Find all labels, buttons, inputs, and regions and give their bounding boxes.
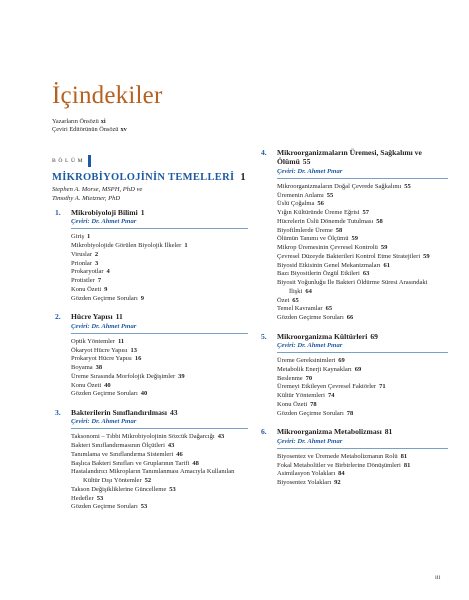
section-title: Biyosid Etkisinin Genel Mekanizmaları [277, 261, 381, 269]
section-page: 7 [97, 277, 102, 285]
front-matter [52, 118, 127, 135]
chapter-entry [258, 332, 448, 419]
section-title: Üreme Gereksinimleri [277, 357, 336, 365]
front-matter-item[interactable]: Yazarların Önsözü xi [52, 118, 106, 125]
section-page: 81 [400, 452, 408, 460]
front-matter-item[interactable]: Çeviri Editörünün Önsözü xv [52, 126, 127, 134]
section-entry[interactable] [71, 355, 248, 364]
section-entry[interactable] [71, 503, 248, 512]
section-page: 71 [379, 383, 386, 391]
section-title: Optik Yöntemler [71, 337, 115, 345]
section-page: 39 [178, 372, 185, 380]
section-entry[interactable] [277, 192, 448, 201]
section-entry[interactable] [71, 277, 248, 286]
section-page: 55 [404, 182, 411, 190]
section-entry[interactable] [277, 470, 448, 479]
chapter-entry [52, 208, 248, 303]
chapter-title[interactable] [277, 148, 448, 167]
section-page: 66 [346, 314, 354, 322]
chapter-title-text: Hücre Yapısı [71, 312, 113, 322]
section-title: Üremeyi Etkileyen Çevresel Faktörler [277, 383, 377, 391]
section-entry[interactable] [71, 451, 248, 460]
section-title: Kültür Yöntemleri [277, 392, 325, 400]
page-number: iii [435, 574, 441, 581]
toc-column-right [258, 148, 448, 497]
section-title: Gözden Geçirme Soruları [71, 294, 138, 302]
part-authors: Stephen A. Morse, MSPH, PhD ve Timothy A. Mietzner, PhD [52, 186, 143, 202]
part-divider [88, 155, 91, 167]
chapter-number: 3. [55, 408, 61, 418]
section-entry[interactable] [71, 286, 248, 295]
chapter-number: 4. [261, 148, 267, 157]
section-title: Takson Değişikliklerine Güncelleme [71, 485, 167, 493]
section-entry[interactable] [277, 366, 448, 375]
chapter-number: 5. [261, 331, 267, 341]
chapter-translator: Çeviri: Dr. Ahmet Pınar [277, 167, 448, 179]
section-entry[interactable] [277, 183, 448, 192]
section-title: Biyofilmlerde Üreme [277, 226, 333, 234]
section-title: Mikroorganizmaların Doğal Çevrede Sağkalımı [277, 182, 402, 190]
section-page: 65 [325, 305, 333, 313]
section-title: Gözden Geçirme Soruları [277, 314, 344, 322]
chapter-page: 1 [140, 208, 145, 217]
section-page: 16 [134, 355, 142, 363]
part-label: BÖLÜM [52, 158, 86, 165]
section-entry[interactable] [71, 347, 248, 356]
chapter-number: 6. [261, 427, 267, 437]
chapter-translator: Çeviri: Dr. Ahmet Pınar [71, 417, 248, 429]
section-page: 59 [380, 244, 388, 252]
section-page: 65 [292, 296, 299, 304]
section-title: Üreme Sırasında Morfolojik Değişimler [71, 372, 176, 380]
chapter-page: 43 [169, 408, 178, 418]
chapter-translator: Çeviri: Dr. Ahmet Pınar [71, 322, 248, 334]
section-page: 74 [327, 392, 335, 400]
section-title: Gözden Geçirme Soruları [277, 409, 344, 417]
chapter-number: 2. [55, 312, 61, 322]
section-title: Başlıca Bakteri Sınıfları ve Gruplarının Tarifi [71, 459, 190, 467]
section-title: Bazı Biyositlerin Özgül Etkileri [277, 270, 360, 278]
section-page: 78 [310, 400, 317, 408]
section-entry[interactable] [277, 200, 448, 209]
section-page: 9 [104, 285, 108, 293]
section-page: 56 [317, 200, 324, 208]
section-entry[interactable] [71, 338, 248, 347]
chapter-page: 81 [384, 427, 393, 437]
section-title: Biyosentez Yolakları [277, 479, 332, 487]
section-title: Konu Özeti [71, 381, 102, 389]
chapter-entry [258, 427, 448, 487]
section-page: 1 [184, 242, 188, 250]
section-entry[interactable] [277, 227, 448, 236]
section-entry[interactable] [71, 486, 248, 495]
section-title: Gözden Geçirme Soruları [71, 503, 138, 511]
section-entry[interactable] [71, 268, 248, 277]
section-entry[interactable] [277, 383, 448, 392]
page-title: İçindekiler [52, 82, 163, 109]
section-entry[interactable] [71, 433, 248, 442]
section-title: Giriş [71, 233, 84, 241]
section-title: Özet [277, 296, 290, 304]
chapter-title-text: Mikroorganizma Kültürleri [277, 331, 368, 341]
chapter-translator: Çeviri: Dr. Ahmet Pınar [277, 341, 448, 353]
section-entry[interactable] [71, 390, 248, 399]
section-title: Prionlar [71, 259, 92, 267]
section-title: Protistler [71, 277, 95, 285]
section-title: Çevresel Düzeyde Bakterileri Kontrol Etme Stratejileri [277, 252, 421, 260]
section-title: Asimilasyon Yolakları [277, 470, 336, 478]
section-entry[interactable] [71, 442, 248, 451]
section-entry[interactable] [277, 270, 448, 279]
chapter-title[interactable] [277, 332, 448, 341]
part-title[interactable]: MİKROBİYOLOJİNİN TEMELLERİ 1 [52, 172, 246, 183]
chapter-title-text: Bakterilerin Sınıflandırılması [71, 408, 167, 418]
chapter-title-text: Mikrobiyoloji Bilimi [71, 208, 138, 217]
chapter-entry [52, 408, 248, 512]
section-entry[interactable] [277, 235, 448, 244]
section-entry[interactable] [277, 453, 448, 462]
chapter-number: 1. [55, 208, 61, 217]
section-entry[interactable] [277, 262, 448, 271]
section-page: 48 [192, 459, 199, 467]
section-entry[interactable] [277, 209, 448, 218]
chapter-title[interactable] [277, 427, 448, 436]
section-title: Ökaryot Hücre Yapısı [71, 346, 128, 354]
section-page: 43 [167, 442, 175, 450]
section-page: 40 [140, 390, 148, 398]
section-entry[interactable] [277, 392, 448, 401]
section-entry[interactable] [71, 364, 248, 373]
section-page: 43 [217, 433, 225, 441]
chapter-entry [258, 148, 448, 323]
section-page: 63 [362, 270, 370, 278]
chapter-page: 11 [115, 312, 123, 322]
section-title: Biyosit Yoğunluğu İle Bakteri Öldürme Süresi Arasındaki İlişki [277, 279, 428, 295]
section-entry[interactable] [71, 233, 248, 242]
section-entry[interactable] [277, 305, 448, 314]
section-entry[interactable] [277, 401, 448, 410]
section-title: Hücrelerin Üslü Dönemde Tutulması [277, 217, 374, 225]
section-page: 4 [106, 268, 110, 276]
section-title: Ölümün Tanımı ve Ölçümü [277, 235, 349, 243]
part-header [52, 152, 252, 183]
section-entry[interactable] [71, 260, 248, 269]
section-page: 69 [354, 365, 362, 373]
section-title: Taksonomi – Tıbbi Mikrobiyolojinin Sözcük Dağarcığı [71, 433, 215, 441]
section-page: 40 [104, 381, 111, 389]
section-page: 64 [305, 287, 312, 295]
section-title: Beslenme [277, 374, 303, 382]
section-page: 55 [326, 191, 334, 199]
chapter-title[interactable] [71, 312, 248, 321]
section-title: Hedefler [71, 494, 94, 502]
section-page: 57 [362, 209, 369, 217]
section-page: 69 [338, 357, 345, 365]
section-title: Bakteri Sınıflandırmasının Ölçütleri [71, 442, 165, 450]
section-page: 2 [94, 250, 99, 258]
chapter-title-text: Mikroorganizma Metabolizması [277, 427, 382, 437]
section-title: Gözden Geçirme Soruları [71, 390, 138, 398]
section-page: 1 [87, 233, 91, 241]
section-entry[interactable] [277, 357, 448, 366]
section-page: 59 [423, 252, 430, 260]
section-page: 52 [144, 477, 152, 485]
section-page: 13 [130, 346, 138, 354]
chapter-entry [52, 312, 248, 399]
chapter-title[interactable] [71, 208, 248, 217]
section-title: Tanımlama ve Sınıflandırma Sistemleri [71, 450, 174, 458]
section-page: 59 [351, 235, 358, 243]
section-entry[interactable] [71, 373, 248, 382]
chapter-page: 55 [302, 157, 311, 167]
section-title: Biyosentez ve Üremede Metabolizmanın Rolü [277, 452, 398, 460]
section-page: 81 [403, 461, 411, 469]
section-title: Mikrobiyolojide Görülen Biyolojik İlkeler [71, 242, 182, 250]
section-page: 58 [335, 226, 343, 234]
section-entry[interactable] [277, 218, 448, 227]
section-page: 46 [176, 450, 183, 458]
section-entry[interactable] [71, 495, 248, 504]
section-title: Yığın Kültüründe Üreme Eğrisi [277, 209, 360, 217]
section-page: 38 [95, 364, 103, 372]
section-page: 84 [338, 470, 345, 478]
chapter-title-text: Mikroorganizmaların Üremesi, Sağkalımı ve Ölümü [277, 148, 422, 167]
section-entry[interactable] [277, 479, 448, 488]
section-entry[interactable] [71, 242, 248, 251]
section-entry[interactable] [71, 468, 248, 486]
section-page: 58 [376, 217, 383, 225]
section-entry[interactable] [277, 462, 448, 471]
section-title: Temel Kavramlar [277, 305, 323, 313]
section-entry[interactable] [277, 244, 448, 253]
section-page: 53 [169, 485, 176, 493]
section-entry[interactable] [277, 375, 448, 384]
section-title: Prokaryot Hücre Yapısı [71, 355, 132, 363]
section-page: 11 [118, 337, 125, 345]
section-title: Konu Özeti [277, 400, 308, 408]
section-entry[interactable] [277, 279, 448, 297]
section-title: Hastalandırıcı Mikropların Tanımlanması Amacıyla Kullanılan Kültür Dışı Yöntemler [71, 468, 235, 485]
chapter-translator: Çeviri: Dr. Ahmet Pınar [277, 437, 448, 449]
section-title: Prokaryotlar [71, 268, 104, 276]
section-page: 3 [94, 259, 99, 267]
section-title: Fokal Metabolitler ve Birbirlerine Dönüşümleri [277, 461, 401, 469]
section-entry[interactable] [277, 253, 448, 262]
section-page: 92 [334, 479, 341, 487]
section-title: Üslü Çoğalma [277, 200, 315, 208]
section-entry[interactable] [71, 295, 248, 304]
section-entry[interactable] [277, 410, 448, 419]
section-page: 61 [383, 261, 390, 269]
chapter-translator: Çeviri: Dr. Ahmet Pınar [71, 217, 248, 229]
section-page: 70 [305, 374, 313, 382]
section-title: Viruslar [71, 250, 92, 258]
toc-column-left [52, 208, 248, 521]
section-entry[interactable] [71, 460, 248, 469]
section-entry[interactable] [71, 382, 248, 391]
section-page: 9 [140, 294, 145, 302]
chapter-page: 69 [370, 331, 378, 341]
section-page: 53 [140, 503, 148, 511]
section-page: 53 [96, 494, 104, 502]
chapter-title[interactable] [71, 408, 248, 417]
section-page: 78 [346, 409, 354, 417]
section-entry[interactable] [71, 251, 248, 260]
section-entry[interactable] [277, 314, 448, 323]
section-title: Metabolik Enerji Kaynakları [277, 365, 352, 373]
section-title: Mikrop Üremesinin Çevresel Kontrolü [277, 244, 378, 252]
section-entry[interactable] [277, 297, 448, 306]
section-title: Konu Özeti [71, 285, 102, 293]
section-title: Boyama [71, 364, 93, 372]
section-title: Üremenin Anlamı [277, 191, 324, 199]
